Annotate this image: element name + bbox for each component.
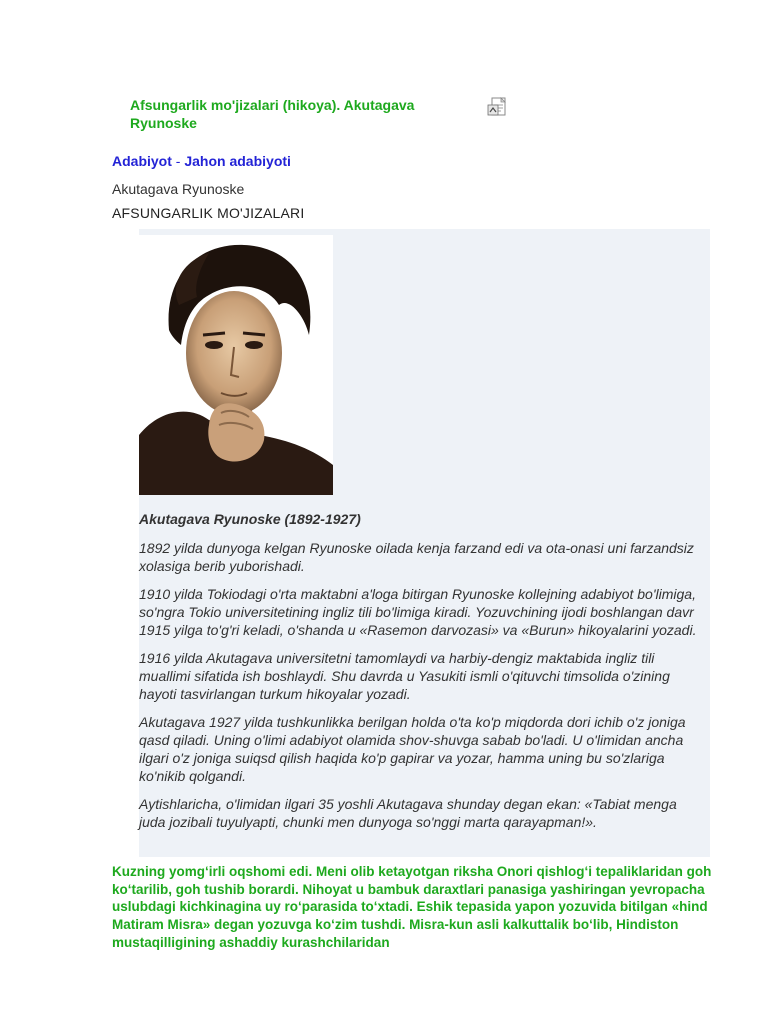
bio-paragraph: 1910 yilda Tokiodagi o'rta maktabni a'loga bitirgan Ryunoske kollejning adabiyot bo'limiga, so'ngra Tokio universitetining ingliz tili bo'limiga kiradi. Yozuvchining ijodi boshlangan davr 1915 yilga to'g'ri keladi, o'shanda u «Rasemon darvozasi» va «Burun» hikoyalarini yozadi. xyxy=(139,586,697,638)
story-text: Kuzning yomg‘irli oqshomi edi. Meni olib ketayotgan riksha Onori qishlog‘i tepaliklaridan goh ko‘tarilib, goh tushib borardi. Nihoyat u bambuk daraxtlari panasiga yashiringan yevropacha uslubdagi kichkinagina uy ro‘parasida to‘xtadi. Eshik tepasida yapon yozuvida bitilgan «hind Matiram Misra» degan yozuvga ko‘zim tushdi. Misra-kun asli kalkuttalik bo‘lib, Hindiston mustaqilligining ashaddiy kurashchilaridan xyxy=(112,864,712,950)
portrait-caption: Akutagava Ryunoske (1892-1927) xyxy=(139,511,361,527)
author-portrait xyxy=(139,235,333,495)
bio-paragraph: 1892 yilda dunyoga kelgan Ryunoske oilada kenja farzand edi va ota-onasi uni farzandsiz xolasiga berib yuborishadi. xyxy=(139,540,694,574)
breadcrumb xyxy=(112,153,291,169)
author-biography xyxy=(139,510,707,841)
breadcrumb-link-adabiyot[interactable]: Adabiyot xyxy=(112,153,172,169)
document-icon[interactable] xyxy=(487,96,509,118)
bio-paragraph: 1916 yilda Akutagava universitetni tamomlaydi va harbiy-dengiz maktabida ingliz tili muallimi sifatida ish boshlaydi. Shu davrda u Yasukiti ismli o'qituvchi timsolida o'zining hayoti tasvirlangan turkum hikoyalar yozadi. xyxy=(139,650,670,702)
bio-paragraph: Aytishlaricha, o'limidan ilgari 35 yoshli Akutagava shunday degan ekan: «Tabiat menga juda jozibali tuyulyapti, chunki men dunyoga so'nggi marta qarayapman!». xyxy=(139,796,677,830)
breadcrumb-link-jahon-adabiyoti[interactable]: Jahon adabiyoti xyxy=(184,153,291,169)
story-title: AFSUNGARLIK MO'JIZALARI xyxy=(112,205,305,221)
bio-paragraph: Akutagava 1927 yilda tushkunlikka berilgan holda o'ta ko'p miqdorda dori ichib o'z joniga qasd qiladi. Uning o'limi adabiyot olamida shov-shuvga sabab bo'ladi. U o'limidan ancha ilgari o'z joniga suiqsd qilish haqida ko'p gapirar va yozar, hamma uning bu so'zlariga ko'nikib qolgandi. xyxy=(139,714,686,784)
author-name: Akutagava Ryunoske xyxy=(112,181,245,197)
breadcrumb-separator: - xyxy=(171,153,185,169)
article-title[interactable]: Afsungarlik mo'jizalari (hikoya). Akutagava Ryunoske xyxy=(130,97,415,131)
